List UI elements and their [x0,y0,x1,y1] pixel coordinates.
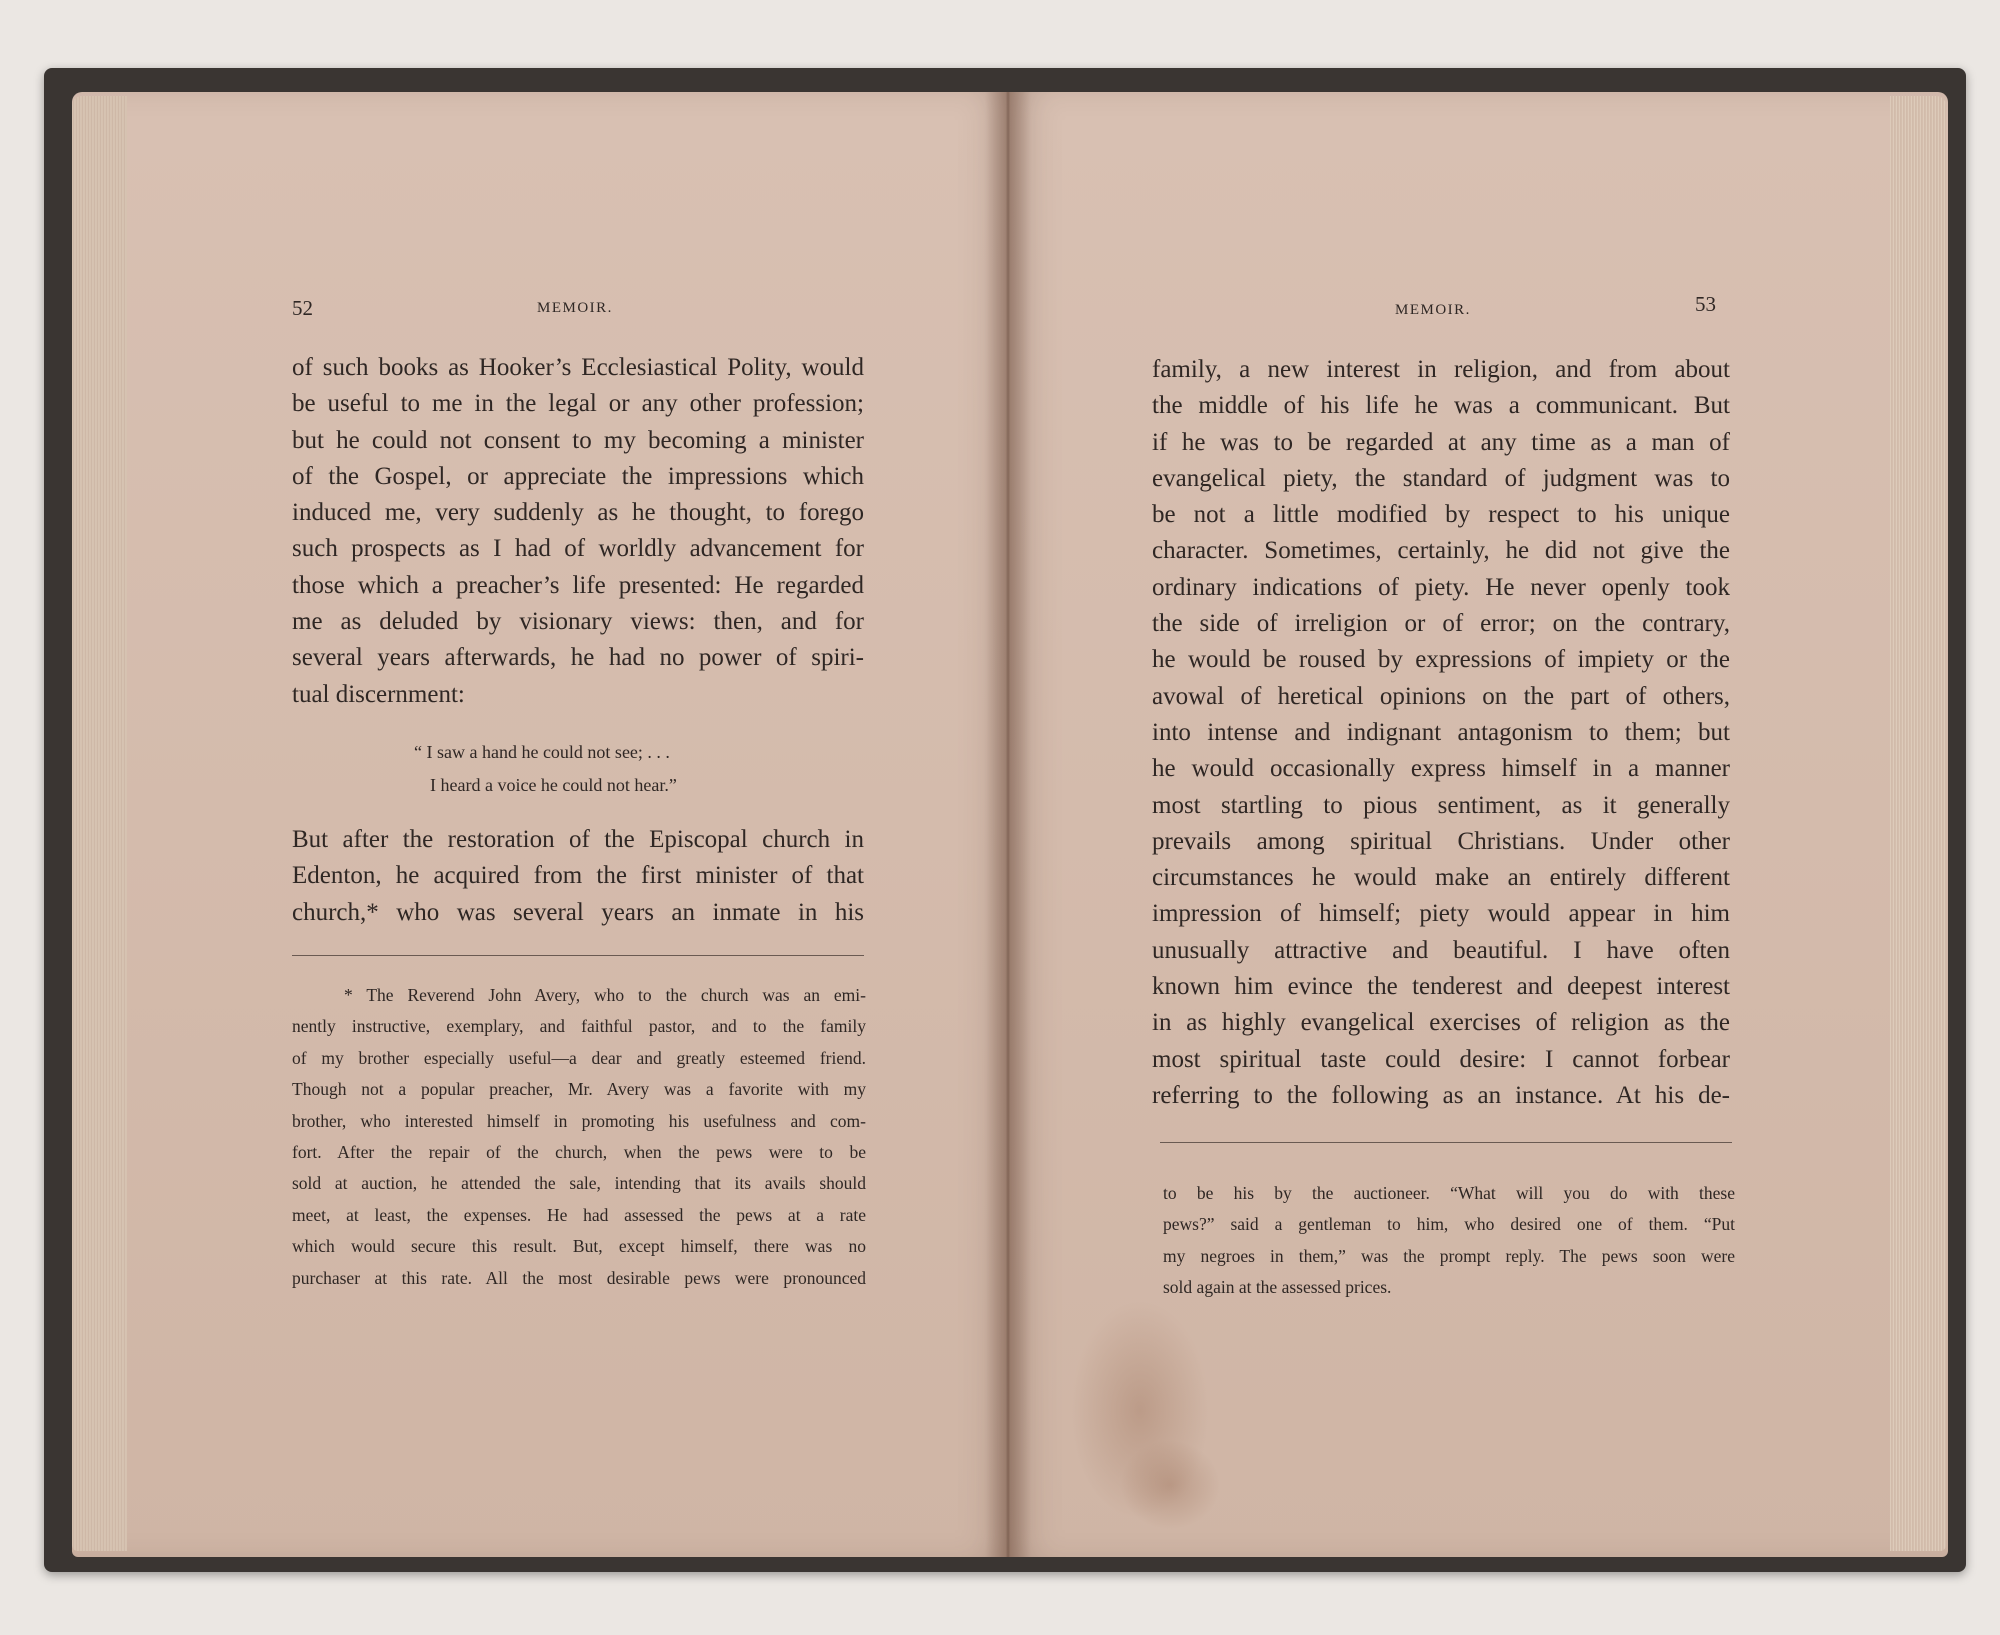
footnote-line: sold again at the assessed prices. [1163,1277,1392,1298]
text-line: be not a little modified by respect to his unique [1152,501,1730,529]
text-line: avowal of heretical opinions on the part of others, [1152,682,1730,710]
footnote-line: meet, at least, the expenses. He had assessed the pews at a rate [292,1204,866,1225]
text-line: most startling to pious sentiment, as it generally [1152,791,1730,819]
text-line: most spiritual taste could desire: I cannot forbear [1152,1045,1730,1073]
left-page-edges [72,96,127,1551]
text-line: me as deluded by visionary views: then, and for [292,608,864,636]
quote-line: I heard a voice he could not hear.” [430,775,677,795]
text-line: known him evince the tenderest and deepest interest [1152,973,1730,1001]
footnote-line: purchaser at this rate. All the most desirable pews were pronounced [292,1267,866,1288]
footnote-line: fort. After the repair of the church, when the pews were to be [292,1142,866,1163]
book-gutter [985,92,1031,1557]
quote-line: “ I saw a hand he could not see; . . . [414,742,670,762]
text-line: in as highly evangelical exercises of religion as the [1152,1009,1730,1037]
text-line: character. Sometimes, certainly, he did not give the [1152,537,1730,565]
right-page-edges [1890,96,1946,1551]
left-footnote-rule [292,955,864,956]
text-line: the middle of his life he was a communicant. But [1152,392,1730,420]
text-line: be useful to me in the legal or any other profession; [292,390,864,418]
text-line: into intense and indignant antagonism to them; but [1152,718,1730,746]
text-line: such prospects as I had of worldly advancement for [292,535,864,563]
right-paragraph [1152,352,1730,1114]
left-paragraph-2 [292,822,864,931]
footnote-line: sold at auction, he attended the sale, intending that its avails should [292,1173,866,1194]
left-paragraph-1 [292,350,864,713]
text-line: evangelical piety, the standard of judgment was to [1152,464,1730,492]
text-line: the side of irreligion or of error; on the contrary, [1152,610,1730,638]
text-line: tual discernment: [292,680,465,708]
footnote-line: Though not a popular preacher, Mr. Avery was a favorite with my [292,1079,866,1100]
text-line: referring to the following as an instance. At his de- [1152,1081,1730,1109]
left-verse-quote [414,736,677,802]
paper-stain [1120,1440,1220,1530]
text-line: Edenton, he acquired from the first minister of that [292,862,864,890]
text-line: induced me, very suddenly as he thought, to forego [292,499,864,527]
text-line: family, a new interest in religion, and from about [1152,356,1730,383]
left-footnote [292,980,866,1294]
text-line: church,* who was several years an inmate in his [292,898,864,926]
text-line: he would be roused by expressions of impiety or the [1152,646,1730,674]
left-page-number: 52 [292,296,313,320]
footnote-line: to be his by the auctioneer. “What will you do with these [1163,1183,1735,1203]
text-line: several years afterwards, he had no power of spiri- [292,644,864,672]
footnote-line: * The Reverend John Avery, who to the church was an emi- [344,985,866,1005]
text-line: ordinary indications of piety. He never openly took [1152,573,1730,601]
right-footnote-rule [1160,1142,1732,1143]
footnote-line: nently instructive, exemplary, and faithful pastor, and to the family [292,1016,866,1037]
text-line: he would occasionally express himself in a manner [1152,755,1730,783]
text-line: unusually attractive and beautiful. I have often [1152,936,1730,964]
left-running-head: MEMOIR. [537,300,613,316]
text-line: But after the restoration of the Episcopal church in [292,826,864,853]
footnote-line: pews?” said a gentleman to him, who desired one of them. “Put [1163,1214,1735,1235]
text-line: prevails among spiritual Christians. Under other [1152,827,1730,855]
right-page-number: 53 [1695,292,1716,316]
text-line: of such books as Hooker’s Ecclesiastical Polity, would [292,354,864,381]
footnote-line: of my brother especially useful—a dear and greatly esteemed friend. [292,1047,866,1068]
footnote-line: which would secure this result. But, except himself, there was no [292,1236,866,1257]
text-line: if he was to be regarded at any time as a man of [1152,428,1730,456]
footnote-line: brother, who interested himself in promoting his usefulness and com- [292,1110,866,1131]
text-line: of the Gospel, or appreciate the impressions which [292,462,864,490]
right-running-head: MEMOIR. [1395,302,1471,318]
text-line: impression of himself; piety would appear in him [1152,900,1730,928]
text-line: those which a preacher’s life presented: He regarded [292,571,864,599]
footnote-line: my negroes in them,” was the prompt reply. The pews soon were [1163,1245,1735,1266]
right-footnote [1163,1178,1735,1304]
text-line: but he could not consent to my becoming a minister [292,426,864,454]
text-line: circumstances he would make an entirely different [1152,864,1730,892]
